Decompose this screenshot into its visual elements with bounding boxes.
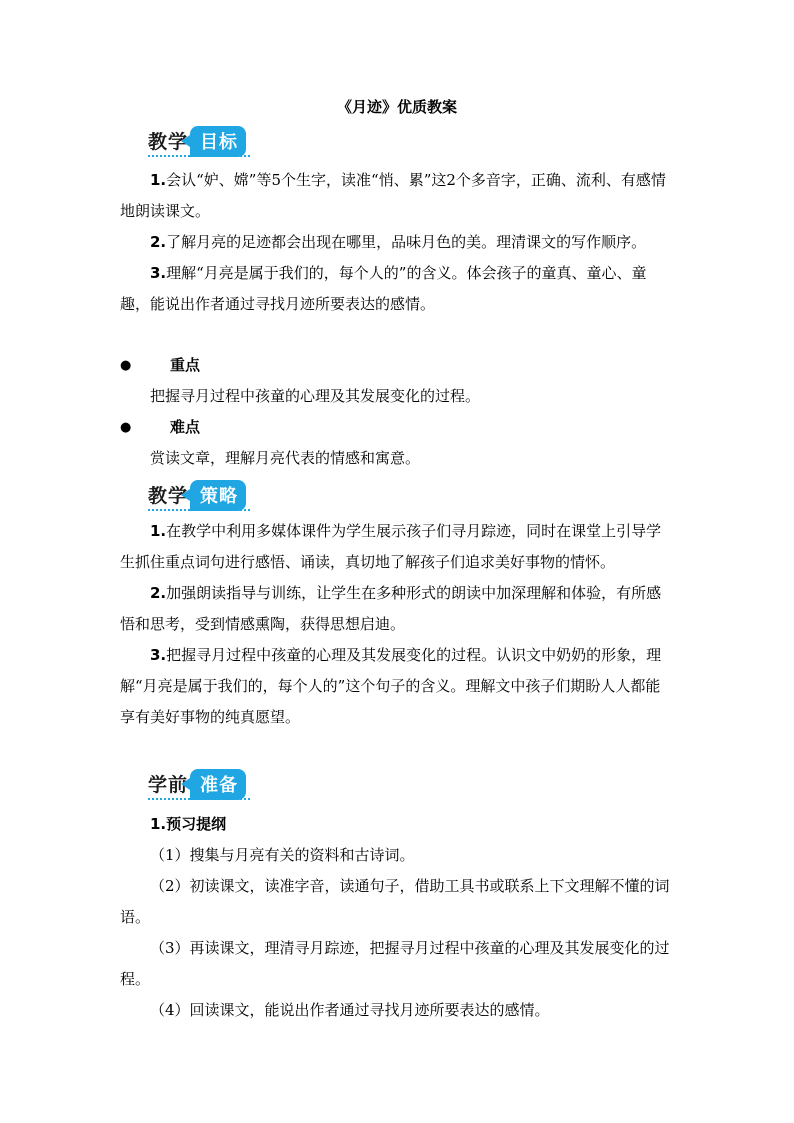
section-badge: 目标 — [190, 126, 246, 157]
item-text: 在教学中利用多媒体课件为学生展示孩子们寻月踪迹，同时在课堂上引导学生抓住重点词句进行感悟、诵读，真切地了解孩子们追求美好事物的情怀。 — [120, 522, 662, 571]
item-text: 理解“月亮是属于我们的，每个人的”的含义。体会孩子的童真、童心、童趣，能说出作者通过寻找月迹所要表达的感情。 — [120, 264, 647, 313]
item-text: 会认“妒、嫦”等5个生字，读准“悄、累”这2个多音字，正确、流利、有感情地朗读课文。 — [120, 171, 666, 220]
goal-item-3 — [120, 258, 672, 320]
section-underline — [148, 798, 250, 800]
section-underline — [148, 155, 250, 157]
item-number: 3. — [150, 646, 167, 664]
goal-item-2 — [120, 227, 672, 258]
section-badge: 准备 — [190, 769, 246, 800]
section-lead-text: 教学 — [148, 130, 189, 153]
item-text: 把握寻月过程中孩童的心理及其发展变化的过程。认识文中奶奶的形象，理解“月亮是属于我们的，每个人的”这个句子的含义。理解文中孩子们期盼人人都能享有美好事物的纯真愿望。 — [120, 646, 662, 726]
bullet-icon: ● — [120, 420, 132, 435]
item-number: 3. — [150, 264, 167, 282]
item-number: 1. — [150, 171, 167, 189]
outline-title-text: 1.预习提纲 — [150, 815, 227, 833]
goal-item-1 — [120, 165, 672, 227]
section-header-preparation — [148, 767, 246, 801]
key-point-label: 重点 — [170, 356, 201, 374]
difficulty-heading — [120, 412, 672, 443]
section-header-goals — [148, 124, 246, 158]
item-number: 2. — [150, 233, 167, 251]
section-badge: 策略 — [190, 480, 246, 511]
item-text: 加强朗读指导与训练，让学生在多种形式的朗读中加深理解和体验，有所感悟和思考，受到情感熏陶，获得思想启迪。 — [120, 584, 662, 633]
page-title: 《月迹》优质教案 — [336, 98, 457, 116]
item-number: 1. — [150, 522, 167, 540]
difficulty-body — [120, 443, 672, 474]
key-point-body — [120, 381, 672, 412]
prep-item-2: （2）初读课文，读准字音，读通句子，借助工具书或联系上下文理解不懂的词语。 — [120, 877, 670, 926]
outline-title — [120, 809, 672, 840]
strategy-item-1 — [120, 516, 672, 578]
bullet-icon: ● — [120, 358, 132, 373]
section-lead-text: 教学 — [148, 484, 189, 507]
section-underline — [148, 509, 250, 511]
strategy-item-2 — [120, 578, 672, 640]
prep-item-3: （3）再读课文，理清寻月踪迹，把握寻月过程中孩童的心理及其发展变化的过程。 — [120, 939, 670, 988]
key-point-text: 把握寻月过程中孩童的心理及其发展变化的过程。 — [150, 387, 481, 405]
key-point-heading — [120, 350, 672, 381]
item-text: 了解月亮的足迹都会出现在哪里，品味月色的美。理清课文的写作顺序。 — [166, 233, 647, 251]
strategy-list — [120, 516, 672, 733]
section-header-strategy — [148, 478, 246, 512]
preparation-list — [120, 809, 672, 1026]
item-number: 2. — [150, 584, 167, 602]
section-lead-text: 学前 — [148, 773, 189, 796]
prep-item-1: （1）搜集与月亮有关的资料和古诗词。 — [150, 846, 415, 864]
prep-item-4: （4）回读课文，能说出作者通过寻找月迹所要表达的感情。 — [150, 1001, 550, 1019]
goals-list — [120, 165, 672, 320]
strategy-item-3 — [120, 640, 672, 733]
difficulty-label: 难点 — [170, 418, 201, 436]
difficulty-text: 赏读文章，理解月亮代表的情感和寓意。 — [150, 449, 421, 467]
